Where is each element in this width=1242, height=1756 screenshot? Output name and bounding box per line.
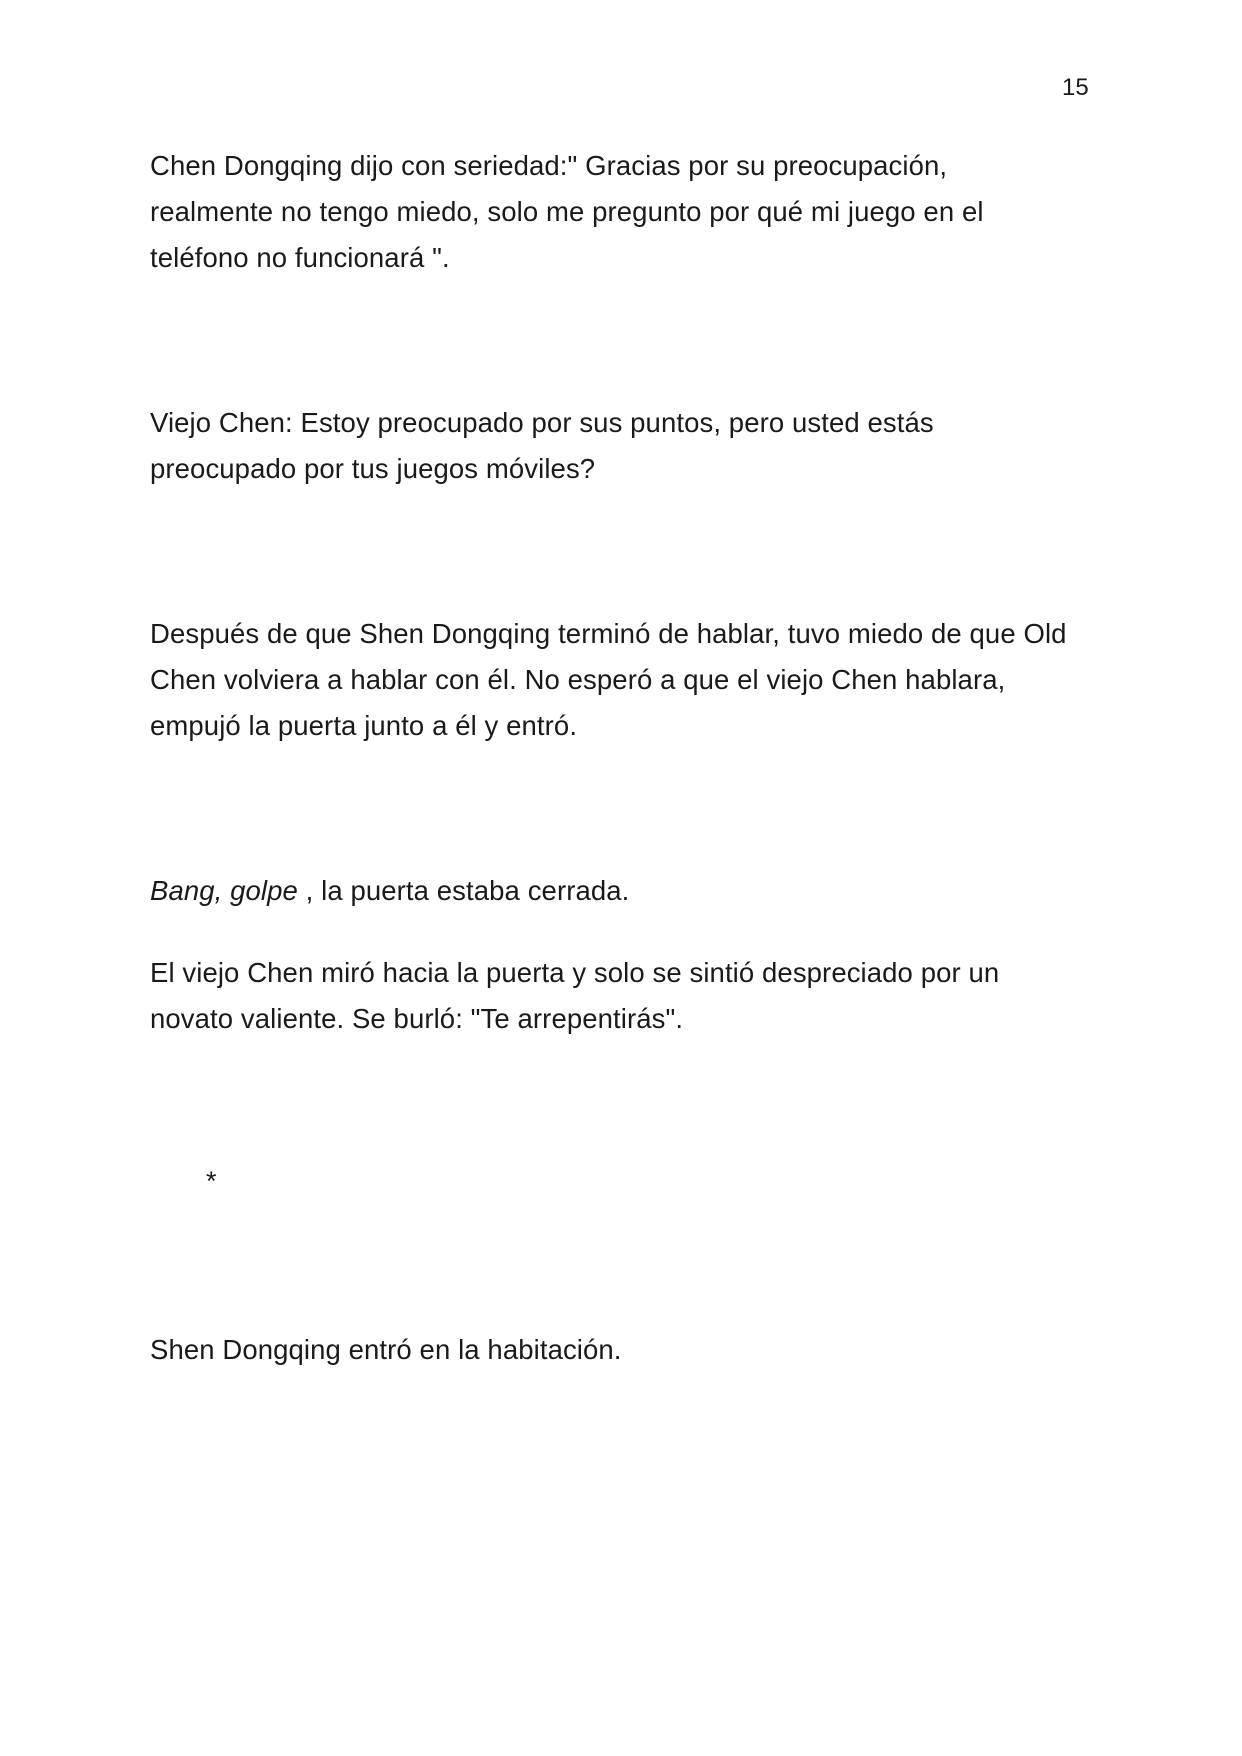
- section-separator: *: [206, 1166, 217, 1196]
- paragraph-line: novato valiente. Se burló: "Te arrepentirás".: [150, 1003, 684, 1034]
- paragraph-line: Chen Dongqing dijo con seriedad:" Gracias por su preocupación,: [150, 150, 948, 181]
- paragraph-line: El viejo Chen miró hacia la puerta y solo se sintió despreciado por un: [150, 957, 1000, 988]
- paragraph-1: [150, 143, 1090, 281]
- paragraph-text: , la puerta estaba cerrada.: [297, 875, 630, 906]
- paragraph-line: Después de que Shen Dongqing terminó de hablar, tuvo miedo de que Old: [150, 618, 1067, 649]
- paragraph-6: [150, 1327, 1090, 1373]
- paragraph-line: Shen Dongqing entró en la habitación.: [150, 1334, 622, 1365]
- paragraph-line: realmente no tengo miedo, solo me pregunto por qué mi juego en el: [150, 196, 984, 227]
- page-number: 15: [1062, 74, 1089, 101]
- italic-text: Bang, golpe: [150, 875, 298, 906]
- paragraph-2: [150, 400, 1090, 492]
- paragraph-line: teléfono no funcionará ".: [150, 242, 450, 273]
- paragraph-3: [150, 611, 1090, 749]
- paragraph-line: Chen volviera a hablar con él. No esperó a que el viejo Chen hablara,: [150, 664, 1006, 695]
- paragraph-line: empujó la puerta junto a él y entró.: [150, 710, 578, 741]
- paragraph-4: [150, 868, 1090, 914]
- paragraph-line: preocupado por tus juegos móviles?: [150, 453, 596, 484]
- paragraph-5: [150, 950, 1090, 1042]
- paragraph-line: Viejo Chen: Estoy preocupado por sus puntos, pero usted estás: [150, 407, 934, 438]
- paragraph-line: [150, 868, 1090, 914]
